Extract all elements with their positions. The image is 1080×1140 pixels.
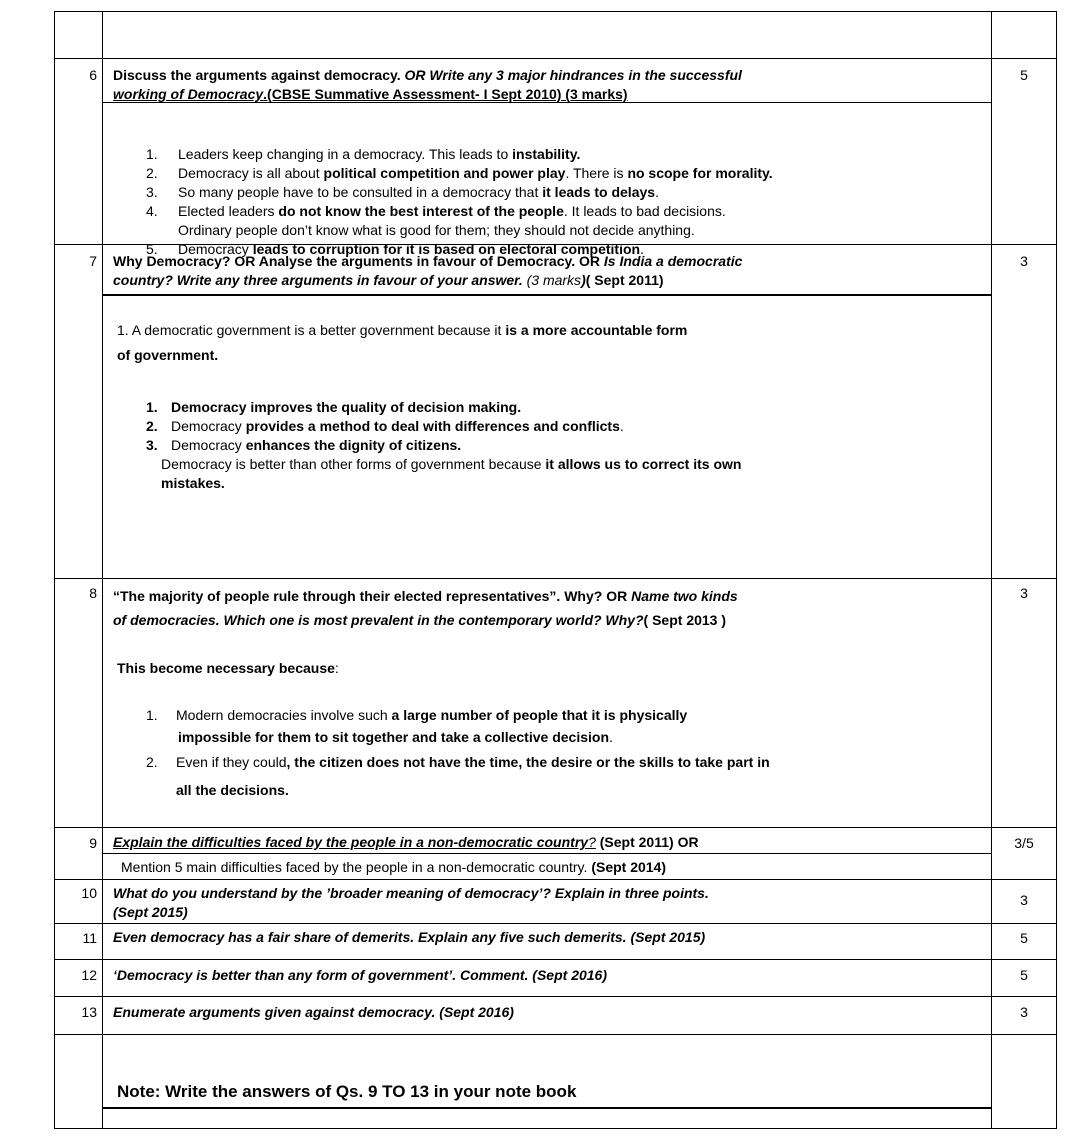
question-text-part: What do you understand by the ’broader meaning of democracy’? Explain in three points.: [113, 885, 709, 901]
answer-bold: is a more accountable form: [505, 322, 688, 338]
note-text: Note: Write the answers of Qs. 9 TO 13 in your note book: [117, 1082, 577, 1101]
question-text-part: Why Democracy? OR Analyse the arguments in favour of Democracy. OR: [113, 253, 604, 269]
question-number: 6: [89, 67, 97, 83]
list-item-number: 1.: [146, 146, 158, 162]
grid-line: [54, 996, 1057, 997]
list-item-text: .: [619, 418, 624, 434]
list-item-cont: all the decisions.: [176, 782, 289, 798]
list-item-bold: leads to corruption for it is based on electoral competition: [252, 241, 641, 257]
question-text: [113, 833, 983, 852]
list-item-text: . It leads to bad decisions.: [563, 203, 726, 219]
list-item: [146, 164, 986, 183]
list-item: [146, 183, 986, 202]
question-text: [113, 66, 983, 104]
question-text-part: Discuss the arguments against democracy.: [113, 67, 405, 83]
list-item: [146, 436, 986, 455]
question-number: 11: [82, 930, 97, 946]
list-item: [146, 221, 986, 240]
list-item-number: 3.: [146, 437, 158, 453]
list-item-text: Modern democracies involve such: [176, 707, 392, 723]
question-text-part: of democracies. Which one is most prevalent in the contemporary world? Why?: [113, 612, 644, 628]
grid-line: [1056, 11, 1057, 1129]
question-text: [113, 884, 983, 922]
list-item-number: 2.: [146, 754, 158, 770]
list-item-number: 4.: [146, 203, 158, 219]
list-item-cont: [178, 728, 613, 747]
grid-line: [102, 853, 992, 854]
question-text-part: (3 marks: [522, 272, 582, 288]
question-text: [113, 584, 983, 632]
list-item-text: .: [655, 184, 659, 200]
list-item-bold: provides a method to deal with differences and conflicts: [245, 418, 620, 434]
question-text-part: (Sept 2014): [591, 859, 667, 875]
list-item-text: Leaders keep changing in a democracy. This leads to: [178, 146, 513, 162]
answer-intro: [117, 659, 339, 678]
list-item-text: Democracy: [171, 418, 246, 434]
list-item-number: 2.: [146, 165, 158, 181]
grid-line: [54, 11, 1057, 12]
question-marks: 3: [1020, 1004, 1028, 1020]
list-item-number: 5.: [146, 241, 158, 257]
question-number: 12: [81, 967, 97, 983]
question-marks: 3/5: [1014, 835, 1034, 851]
list-item-number: 3.: [146, 184, 158, 200]
question-marks: 3: [1020, 892, 1028, 908]
question-text: [113, 252, 983, 290]
question-number: 10: [81, 885, 97, 901]
question-number: 8: [89, 585, 97, 601]
list-item: [146, 145, 986, 164]
answer-text: 1. A democratic government is a better government because it: [117, 322, 506, 338]
list-item: [146, 417, 986, 436]
question-marks: 5: [1020, 930, 1028, 946]
answer-text: Democracy is better than other forms of government because: [161, 456, 546, 472]
list-item-bold: no scope for morality.: [627, 165, 773, 181]
list-item-text: Elected leaders: [178, 203, 279, 219]
question-text-part: Explain the difficulties faced by the people in a non-democratic country: [113, 834, 589, 850]
grid-line: [54, 959, 1057, 960]
question-text-part: Mention 5 main difficulties faced by the people in a non-democratic country.: [121, 859, 592, 875]
grid-line: [54, 58, 1057, 59]
grid-line: [54, 879, 1057, 880]
question-text-part: ( Sept 2011): [585, 272, 664, 288]
question-text-part: ( Sept 2013 ): [643, 612, 727, 628]
list-item-text: .: [609, 729, 613, 745]
list-item-bold: a large number of people that it is physically: [391, 707, 688, 723]
question-text-part: (Sept 2015): [113, 904, 188, 920]
list-item-bold: do not know the best interest of the people: [278, 203, 564, 219]
question-marks: 5: [1020, 967, 1028, 983]
list-item-number: 1.: [146, 399, 158, 415]
question-text-part: “The majority of people rule through their elected representatives”. Why? OR: [113, 588, 632, 604]
question-marks: 3: [1020, 253, 1028, 269]
list-item: [146, 202, 986, 221]
question-text-part: ?: [588, 834, 596, 850]
answer-text: :: [334, 660, 339, 676]
grid-line: [991, 11, 992, 1129]
answer-bold: This become necessary because: [117, 660, 335, 676]
list-item-bold: Democracy improves the quality of decision making.: [171, 399, 522, 415]
answer-outro-cont: mistakes.: [161, 475, 225, 491]
list-item-bold: , the citizen does not have the time, the desire or the skills to take part in: [286, 754, 770, 770]
grid-line: [54, 1128, 1057, 1129]
question-text: ‘Democracy is better than any form of government’. Comment. (Sept 2016): [113, 967, 608, 983]
question-number: 7: [89, 253, 97, 269]
question-text-part: country? Write any three arguments in favour of your answer.: [113, 272, 523, 288]
answer-intro-cont: of government.: [117, 347, 219, 363]
question-marks: 5: [1020, 67, 1028, 83]
list-item-bold: impossible for them to sit together and take a collective decision: [178, 729, 609, 745]
question-text-part: working of Democracy: [113, 86, 264, 102]
grid-line: [54, 11, 55, 1129]
question-marks: 3: [1020, 585, 1028, 601]
list-item-number: 2.: [146, 418, 158, 434]
question-text: Even democracy has a fair share of demerits. Explain any five such demerits. (Sept 2015): [113, 929, 706, 945]
list-item-text: . There is: [565, 165, 628, 181]
grid-line: [54, 923, 1057, 924]
question-text-part: OR Write any 3 major hindrances in the successful: [404, 67, 742, 83]
list-item: [146, 398, 986, 417]
grid-line: [102, 294, 992, 296]
question-text-part: (Sept 2011) OR: [595, 834, 699, 850]
question-text-part: .(CBSE Summative Assessment- I Sept 2010) (3 marks): [263, 86, 628, 102]
list-item-text: .: [640, 241, 644, 257]
list-item-number: 1.: [146, 707, 158, 723]
question-text-alt: [121, 858, 666, 877]
list-item-text: Ordinary people don’t know what is good for them; they should not decide anything.: [178, 222, 695, 238]
list-item-bold: it leads to delays: [542, 184, 656, 200]
answer-outro: [161, 455, 741, 474]
list-item-text: Even if they could: [176, 754, 287, 770]
question-text-part: Is India a democratic: [603, 253, 743, 269]
list-item-text: Democracy: [171, 437, 246, 453]
question-text: Enumerate arguments given against democracy. (Sept 2016): [113, 1004, 514, 1020]
question-number: 13: [81, 1004, 97, 1020]
grid-line: [54, 827, 1057, 828]
list-item-bold: instability.: [512, 146, 581, 162]
grid-line: [54, 1034, 1057, 1035]
question-text-part: ): [581, 272, 586, 288]
answer-bold: it allows us to correct its own: [545, 456, 742, 472]
grid-line: [102, 11, 103, 1129]
list-item: [146, 706, 986, 725]
list-item-bold: enhances the dignity of citizens.: [245, 437, 462, 453]
list-item-text: Democracy: [178, 241, 253, 257]
list-item-bold: political competition and power play: [323, 165, 566, 181]
list-item-text: Democracy is all about: [178, 165, 324, 181]
list-item: [146, 753, 986, 772]
list-item-text: So many people have to be consulted in a democracy that: [178, 184, 543, 200]
grid-line: [54, 578, 1057, 579]
grid-line: [102, 1107, 992, 1109]
question-text-part: Name two kinds: [631, 588, 738, 604]
question-number: 9: [89, 835, 97, 851]
answer-intro: [117, 321, 687, 340]
